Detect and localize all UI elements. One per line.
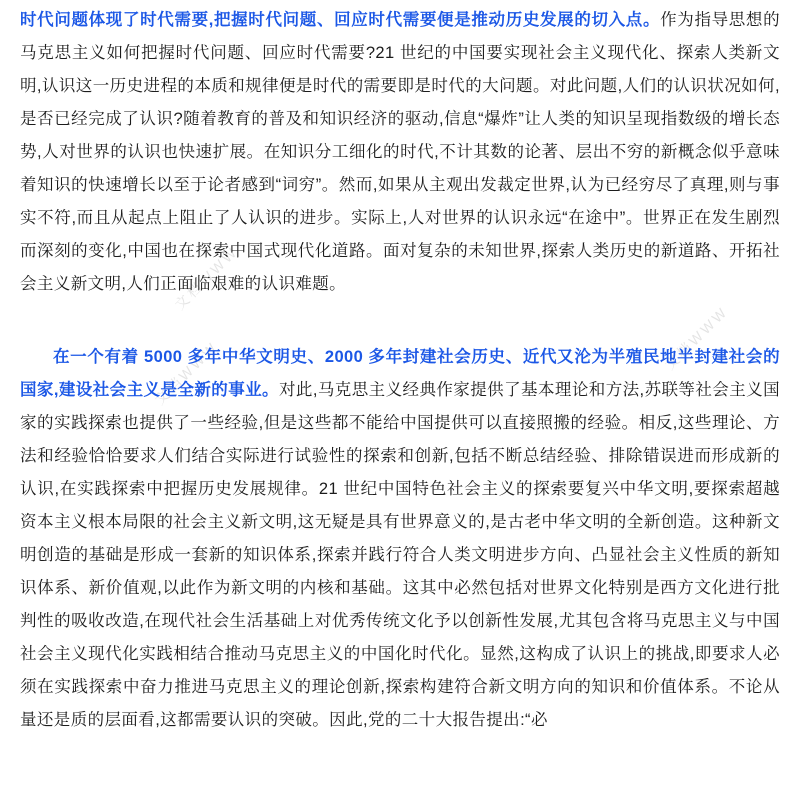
watermark-text: 文档WWW [661,302,732,373]
paragraph [20,4,780,301]
body-text: 作为指导思想的马克思主义如何把握时代问题、回应时代需要?21 世纪的中国要实现社会主义现代化、探索人类新文明,认识这一历史进程的本质和规律便是时代的需要即是时代的大问题。对此问题,人们的认识状况如何,是否已经完成了认识?随着教育的普及和知识经济的驱动,信息“爆炸”让人类的知识呈现指数级的增长态势,人对世界的认识也快速扩展。在知识分工细化的时代,不计其数的论著、层出不穷的新概念似乎意味着知识的快速增长以至于论者感到“词穷”。然而,如果从主观出发裁定世界,认为已经穷尽了真理,则与事实不符,而且从起点上阻止了人认识的进步。实际上,人对世界的认识永远“在途中”。世界正在发生剧烈而深刻的变化,中国也在探索中国式现代化道路。面对复杂的未知世界,探索人类历史的新道路、开拓社会主义新文明,人们正面临艰难的认识难题。 [20,11,780,293]
emphasis-text: 时代问题体现了时代需要,把握时代问题、回应时代需要便是推动历史发展的切入点。 [20,11,661,29]
watermark-text: 文档WWW [151,337,222,408]
paragraph [20,341,780,737]
watermark-text: 文档WWW [171,242,242,313]
body-text: 对此,马克思主义经典作家提供了基本理论和方法,苏联等社会主义国家的实践探索也提供了一些经验,但是这些都不能给中国提供可以直接照搬的经验。相反,这些理论、方法和经验恰恰要求人们结合实际进行试验性的探索和创新,包括不断总结经验、排除错误进而形成新的认识,在实践探索中把握历史发展规律。21 世纪中国特色社会主义的探索要复兴中华文明,要探索超越资本主义根本局限的社会主义新文明,这无疑是具有世界意义的,是古老中华文明的全新创造。这种新文明创造的基础是形成一套新的知识体系,探索并践行符合人类文明进步方向、凸显社会主义性质的新知识体系、新价值观,以此作为新文明的内核和基础。这其中必然包括对世界文化特别是西方文化进行批判性的吸收改造,在现代社会生活基础上对优秀传统文化予以创新性发展,尤其包含将马克思主义与中国社会主义现代化实践相结合推动马克思主义的中国化时代化。显然,这构成了认识上的挑战,即要求人必须在实践探索中奋力推进马克思主义的理论创新,探索构建符合新文明方向的知识和价值体系。不论从量还是质的层面看,这都需要认识的突破。因此,党的二十大报告提出:“必 [20,381,780,729]
emphasis-text: 在一个有着 5000 多年中华文明史、2000 多年封建社会历史、近代又沦为半殖民地半封建社会的国家,建设社会主义是全新的事业。 [20,348,780,399]
